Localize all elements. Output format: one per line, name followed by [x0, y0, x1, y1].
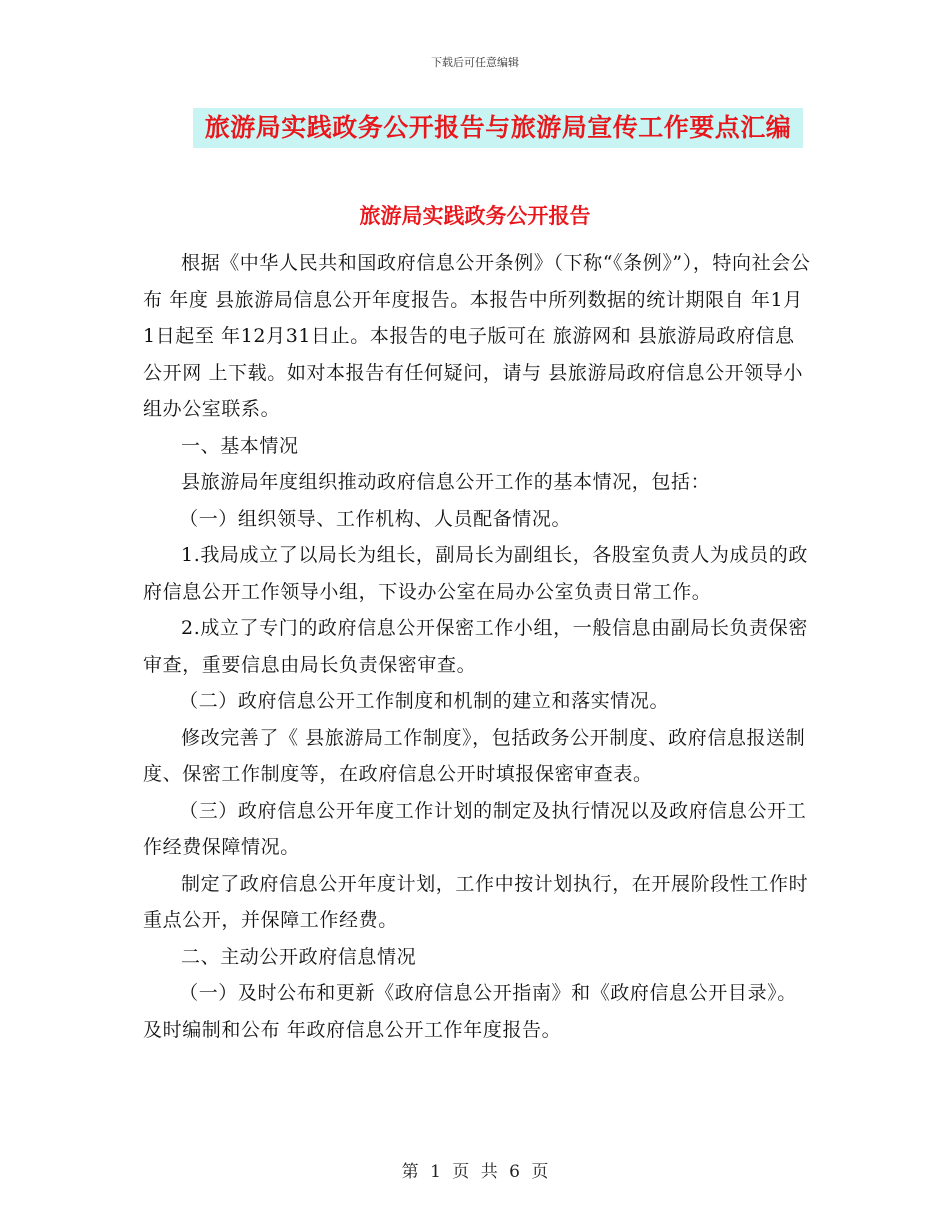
document-title: 旅游局实践政务公开报告与旅游局宣传工作要点汇编 — [204, 113, 792, 142]
paragraph-intro: 根据《中华人民共和国政府信息公开条例》（下称“《条例》”），特向社会公布 年度 县旅游局信息公开年度报告。本报告中所列数据的统计期限自 年1月1日起至 年12月31日止。本报告的电子版可在 旅游网和 县旅游局政府信息公开网 上下载。如对本报告有任何疑问，请与 县旅游局政府信息公开领导小组办公室联系。 — [143, 252, 811, 420]
paragraph-item-1: 1.我局成立了以局长为组长，副局长为副组长，各股室负责人为成员的政府信息公开工作领导小组，下设办公室在局办公室负责日常工作。 — [143, 544, 808, 603]
document-title-highlight — [193, 108, 803, 148]
paragraph-system-mechanism: 修改完善了《 县旅游局工作制度》，包括政务公开制度、政府信息报送制度、保密工作制度等，在政府信息公开时填报保密审查表。 — [143, 726, 806, 785]
subheading-annual-plan: （三）政府信息公开年度工作计划的制定及执行情况以及政府信息公开工作经费保障情况。 — [143, 799, 807, 858]
document-body — [143, 245, 811, 1048]
heading-active-disclosure: 二、主动公开政府信息情况 — [181, 945, 417, 968]
paragraph-basic-situation: 县旅游局年度组织推动政府信息公开工作的基本情况，包括： — [181, 471, 711, 493]
subheading-system-mechanism: （二）政府信息公开工作制度和机制的建立和落实情况。 — [179, 690, 670, 712]
paragraph-active-disclosure: （一）及时公布和更新《政府信息公开指南》和《政府信息公开目录》。及时编制和公布 年政府信息公开工作年度报告。 — [143, 982, 797, 1041]
subheading-organization: （一）组织领导、工作机构、人员配备情况。 — [179, 507, 572, 530]
paragraph-annual-plan: 制定了政府信息公开年度计划，工作中按计划执行，在开展阶段性工作时重点公开，并保障工作经费。 — [143, 872, 809, 931]
page-header-note: 下载后可任意编辑 — [431, 56, 519, 69]
section-title: 旅游局实践政务公开报告 — [359, 203, 591, 228]
heading-basic-situation: 一、基本情况 — [181, 434, 299, 457]
paragraph-item-2: 2.成立了专门的政府信息公开保密工作小组，一般信息由副局长负责保密审查，重要信息由局长负责保密审查。 — [143, 617, 808, 676]
page-number: 第 1 页 共 6 页 — [401, 1162, 549, 1182]
